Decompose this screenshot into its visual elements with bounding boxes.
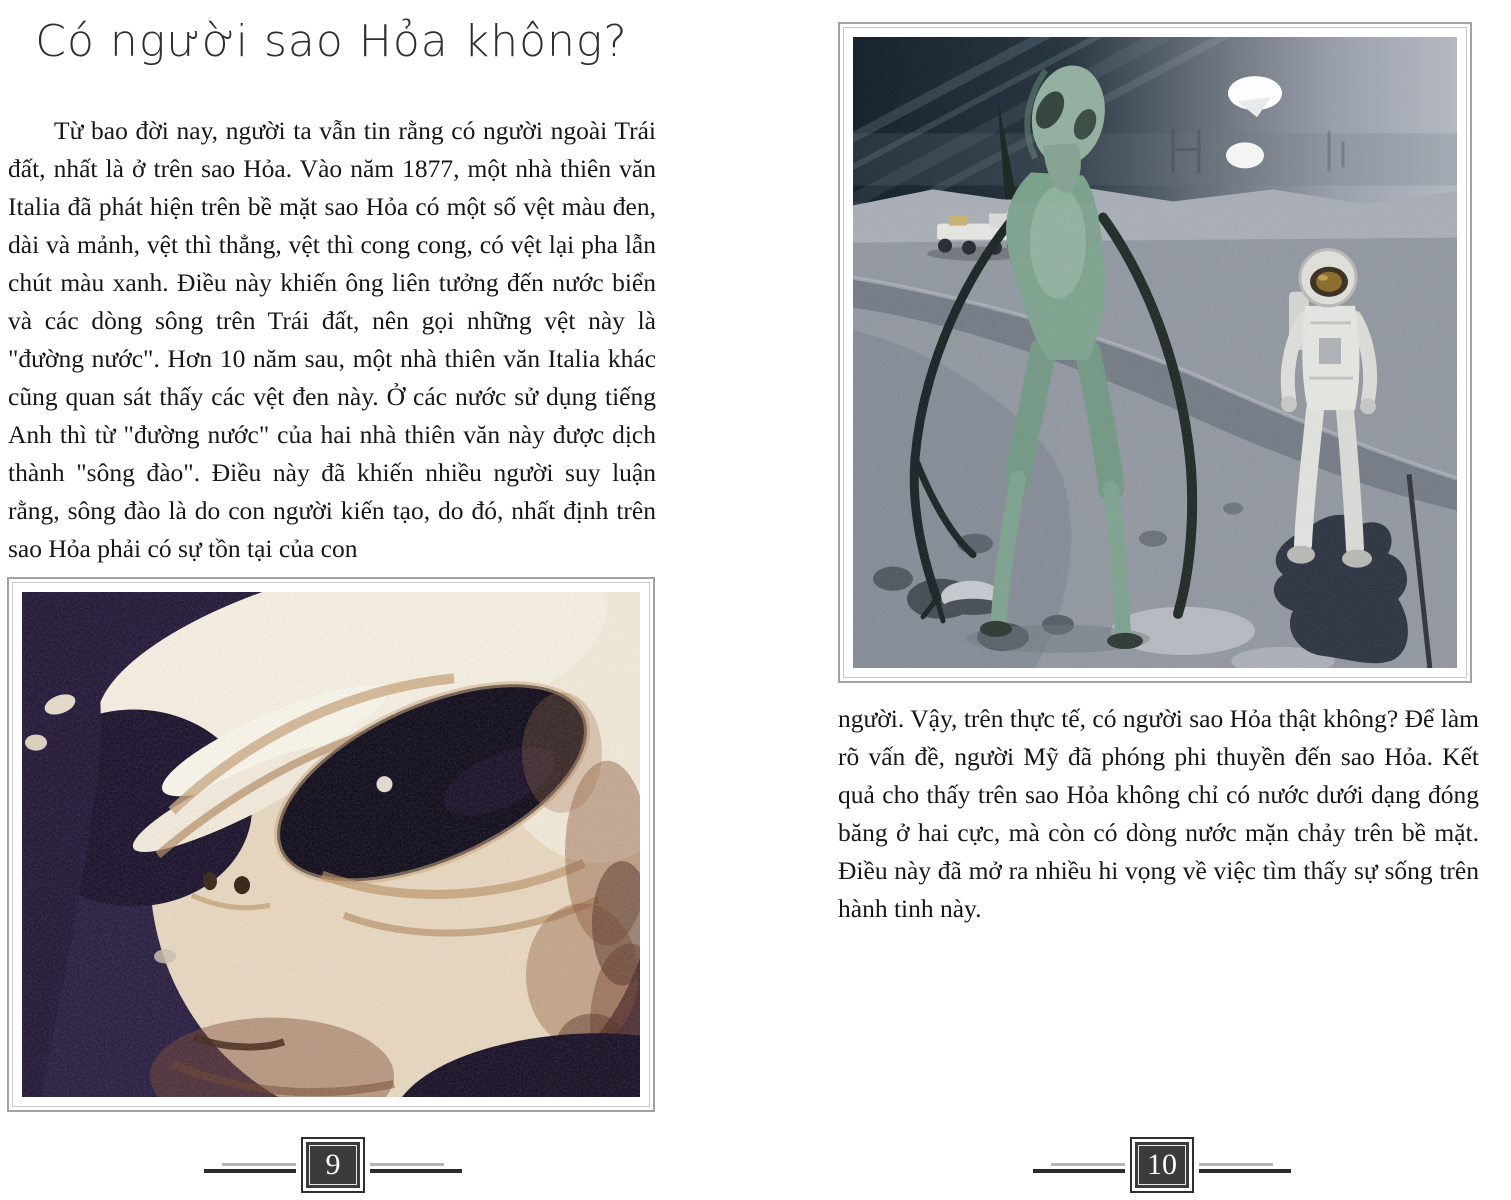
alien-face-photo	[22, 592, 640, 1097]
right-page-paragraph: người. Vậy, trên thực tế, có người sao Hỏa thật không? Để làm rõ vấn đề, người Mỹ đã phóng phi thuyền đến sao Hỏa. Kết quả cho thấy trên sao Hỏa không chỉ có nước dưới dạng đóng băng ở hai cực, mà còn có dòng nước mặn chảy trên bề mặt. Điều này đã mở ra nhiều hi vọng về việc tìm thấy sự sống trên hành tinh này.	[838, 704, 1479, 923]
footer-rule-left	[1033, 1163, 1125, 1173]
moon-scene-photo	[853, 37, 1457, 668]
page-number: 9	[306, 1142, 360, 1188]
page-number-box	[1130, 1137, 1194, 1193]
page-number: 10	[1135, 1142, 1189, 1188]
moon-scene-photo-matte	[843, 27, 1467, 678]
footer-rule-right	[370, 1163, 462, 1173]
alien-face-photo-frame	[7, 577, 655, 1112]
footer-rule-right	[1199, 1163, 1291, 1173]
right-page-footer	[829, 1136, 1495, 1194]
left-page-footer	[0, 1136, 666, 1194]
left-page-paragraph: Từ bao đời nay, người ta vẫn tin rằng có người ngoài Trái đất, nhất là ở trên sao Hỏa. Vào năm 1877, một nhà thiên văn Italia đã phát hiện trên bề mặt sao Hỏa có một số vệt màu đen, dài và mảnh, vệt thì thẳng, vệt thì cong cong, có vệt lại pha lẫn chút màu xanh. Điều này khiến ông liên tưởng đến nước biển và các dòng sông trên Trái đất, nên gọi những vệt này là "đường nước". Hơn 10 năm sau, một nhà thiên văn Italia khác cũng quan sát thấy các vệt đen này. Ở các nước sử dụng tiếng Anh thì từ "đường nước" của hai nhà thiên văn này được dịch thành "sông đào". Điều này đã khiến nhiều người suy luận rằng, sông đào là do con người kiến tạo, do đó, nhất định trên sao Hỏa phải có sự tồn tại của con	[8, 116, 656, 563]
alien-face-photo-matte	[12, 582, 650, 1107]
page-number-box	[301, 1137, 365, 1193]
footer-rule-left	[204, 1163, 296, 1173]
page-title: Có người sao Hỏa không?	[35, 16, 628, 67]
moon-scene-photo-frame	[838, 22, 1472, 683]
